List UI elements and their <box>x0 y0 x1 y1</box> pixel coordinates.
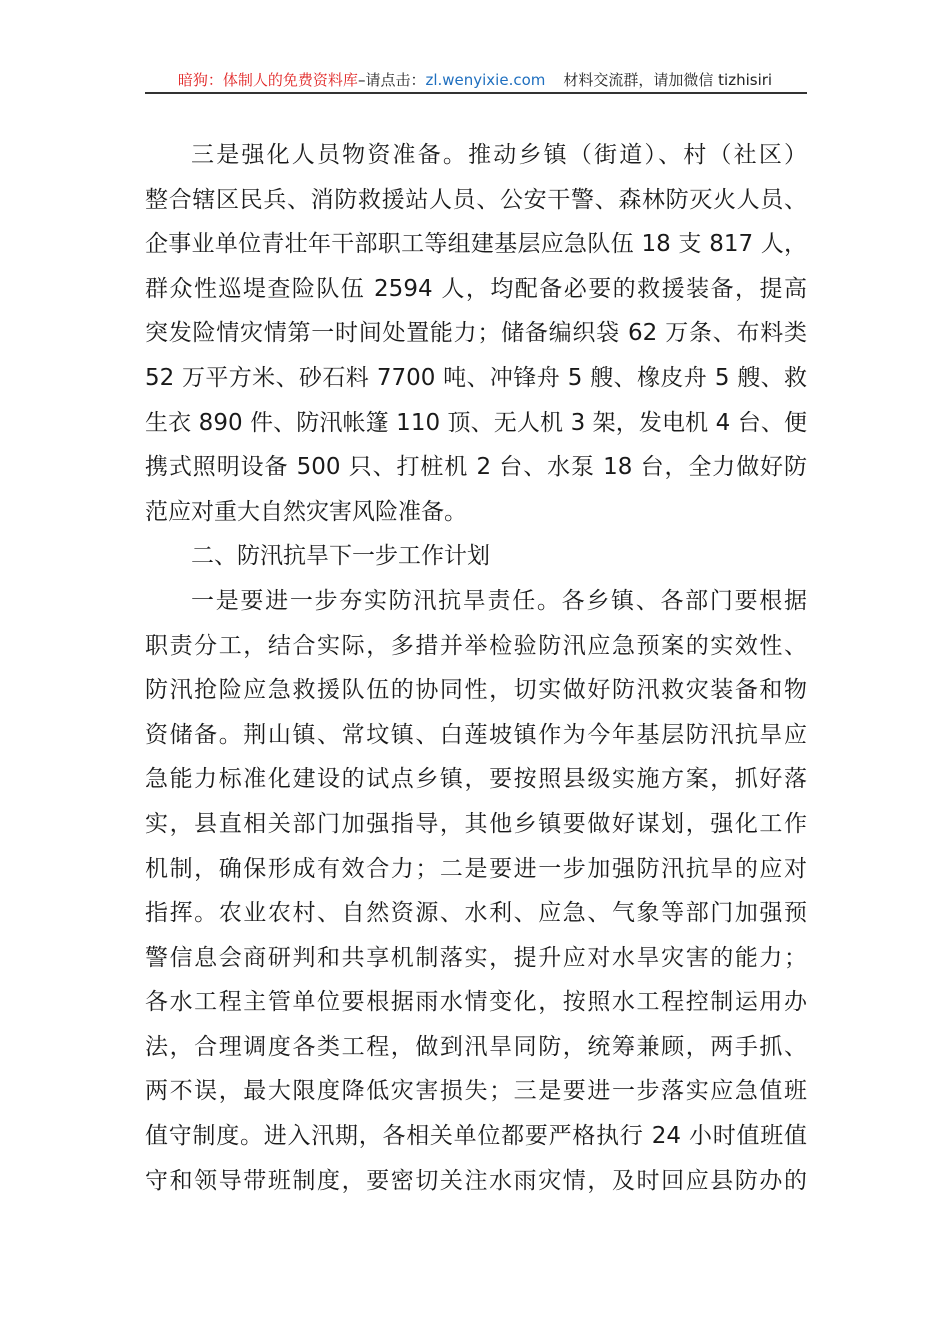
text-line: 法，合理调度各类工程，做到汛旱同防，统筹兼顾，两手抓、 <box>145 1033 807 1060</box>
text-line: 三是强化人员物资准备。推动乡镇（街道）、村（社区） <box>191 142 807 168</box>
text-line: 职责分工，结合实际，多措并举检验防汛应急预案的实效性、 <box>145 632 807 659</box>
text-line: 整合辖区民兵、消防救援站人员、公安干警、森林防灭火人员、 <box>145 186 807 213</box>
text-line: 范应对重大自然灾害风险准备。 <box>145 498 467 525</box>
text-line: 携式照明设备 500 只、打桩机 2 台、水泵 18 台，全力做好防 <box>145 454 807 481</box>
header-divider <box>145 92 807 94</box>
header-brand-text: 暗狗：体制人的免费资料库 <box>177 71 358 89</box>
document-body <box>145 133 807 1203</box>
text-line: 指挥。农业农村、自然资源、水利、应急、气象等部门加强预 <box>145 900 807 927</box>
text-line: 值守制度。进入汛期，各相关单位都要严格执行 24 小时值班值 <box>145 1123 807 1150</box>
text-line: 各水工程主管单位要根据雨水情变化，按照水工程控制运用办 <box>145 989 807 1016</box>
text-line: 群众性巡堤查险队伍 2594 人，均配备必要的救援装备，提高 <box>145 275 807 302</box>
header-website-link[interactable]: zl.wenyixie.com <box>425 71 546 89</box>
text-line: 警信息会商研判和共享机制落实，提升应对水旱灾害的能力； <box>145 944 807 971</box>
text-line: 一是要进一步夯实防汛抗旱责任。各乡镇、各部门要根据 <box>191 587 807 614</box>
text-line: 资储备。荆山镇、常坟镇、白莲坡镇作为今年基层防汛抗旱应 <box>145 721 807 748</box>
page-header <box>145 68 805 92</box>
header-prompt-text: –请点击： <box>357 71 426 89</box>
text-line: 急能力标准化建设的试点乡镇，要按照县级实施方案，抓好落 <box>145 766 807 793</box>
section-heading: 二、防汛抗旱下一步工作计划 <box>191 543 490 570</box>
text-line: 突发险情灾情第一时间处置能力；储备编织袋 62 万条、布料类 <box>145 320 807 347</box>
header-contact-text: 材料交流群，请加微信 tizhisiri <box>563 71 773 89</box>
text-line: 生衣 890 件、防汛帐篷 110 顶、无人机 3 架，发电机 4 台、便 <box>145 409 807 436</box>
text-line: 两不误，最大限度降低灾害损失；三是要进一步落实应急值班 <box>145 1078 807 1105</box>
text-line: 52 万平方米、砂石料 7700 吨、冲锋舟 5 艘、橡皮舟 5 艘、救 <box>145 364 807 391</box>
text-line: 防汛抢险应急救援队伍的协同性，切实做好防汛救灾装备和物 <box>145 677 807 704</box>
text-line: 守和领导带班制度，要密切关注水雨灾情，及时回应县防办的 <box>145 1167 807 1194</box>
text-line: 实，县直相关部门加强指导，其他乡镇要做好谋划，强化工作 <box>145 810 807 837</box>
text-line: 企事业单位青壮年干部职工等组建基层应急队伍 18 支 817 人， <box>145 231 807 258</box>
text-line: 机制，确保形成有效合力；二是要进一步加强防汛抗旱的应对 <box>145 855 807 882</box>
